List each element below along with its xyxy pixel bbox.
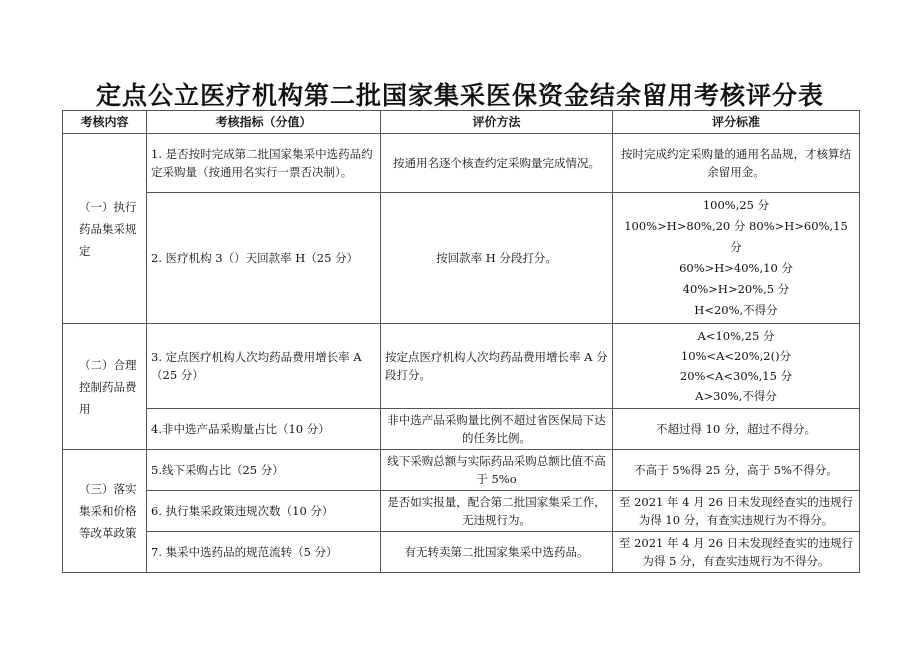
criteria-cell: 至 2021 年 4 月 26 日未发现经查实的违规行为得 5 分，有查实违规行为不得分。 <box>613 532 860 573</box>
header-indicator: 考核指标（分值） <box>147 111 381 134</box>
category-cell: （二）合理控制药品费用 <box>63 324 147 450</box>
criteria-line: 10%<A<20%,2()分 <box>680 349 792 363</box>
indicator-cell: 6. 执行集采政策违规次数（10 分） <box>147 491 381 532</box>
criteria-line: A<10%,25 分 <box>697 329 775 343</box>
category-cell: （三）落实集采和价格等改革政策 <box>63 450 147 573</box>
table-row <box>63 450 860 491</box>
header-criteria: 评分标准 <box>613 111 860 134</box>
indicator-cell: 7. 集采中选药品的规范流转（5 分） <box>147 532 381 573</box>
score-table <box>62 110 860 573</box>
criteria-cell <box>613 324 860 409</box>
table-row <box>63 193 860 324</box>
indicator-cell: 5.线下采购占比（25 分） <box>147 450 381 491</box>
category-cell: （一）执行药品集采规定 <box>63 134 147 324</box>
criteria-cell: 不超过得 10 分，超过不得分。 <box>613 409 860 450</box>
criteria-line: 100%,25 分 <box>702 198 770 212</box>
method-cell: 有无转卖第二批国家集采中选药品。 <box>381 532 613 573</box>
criteria-cell: 至 2021 年 4 月 26 日未发现经查实的违规行为得 10 分，有查实违规行为不得分。 <box>613 491 860 532</box>
table-header-row <box>63 111 860 134</box>
criteria-line: 20%<A<30%,15 分 <box>679 369 793 383</box>
criteria-cell <box>613 193 860 324</box>
table-row <box>63 324 860 409</box>
method-cell: 按定点医疗机构人次均药品费用增长率 A 分段打分。 <box>381 324 613 409</box>
indicator-cell: 2. 医疗机构 3（）天回款率 H（25 分） <box>147 193 381 324</box>
criteria-line: H<20%,不得分 <box>694 303 778 317</box>
header-method: 评价方法 <box>381 111 613 134</box>
criteria-cell: 不高于 5%得 25 分，高于 5%不得分。 <box>613 450 860 491</box>
criteria-cell: 按时完成约定采购量的通用名品规，才核算结余留用金。 <box>613 134 860 193</box>
method-cell: 线下采购总额与实际药品采购总额比值不高于 5%o <box>381 450 613 491</box>
criteria-line: A>30%,不得分 <box>695 389 777 403</box>
criteria-line: 60%>H>40%,10 分 <box>679 261 793 275</box>
indicator-cell: 4.非中选产品采购量占比（10 分） <box>147 409 381 450</box>
method-cell: 是否如实报量，配合第二批国家集采工作，无违规行为。 <box>381 491 613 532</box>
method-cell: 按通用名逐个核查约定采购量完成情况。 <box>381 134 613 193</box>
indicator-cell: 1. 是否按时完成第二批国家集采中选药品约定采购量（按通用名实行一票否决制）。 <box>147 134 381 193</box>
table-row <box>63 532 860 573</box>
method-cell: 按回款率 H 分段打分。 <box>381 193 613 324</box>
table-row <box>63 134 860 193</box>
indicator-cell: 3. 定点医疗机构人次均药品费用增长率 A（25 分） <box>147 324 381 409</box>
document-title: 定点公立医疗机构第二批国家集采医保资金结余留用考核评分表 <box>95 81 824 110</box>
criteria-line: 100%>H>80%,20 分 80%>H>60%,15 分 <box>624 219 848 254</box>
method-cell: 非中选产品采购量比例不超过省医保局下达的任务比例。 <box>381 409 613 450</box>
table-row <box>63 491 860 532</box>
table-row <box>63 409 860 450</box>
criteria-line: 40%>H>20%,5 分 <box>682 282 790 296</box>
header-assessment-content: 考核内容 <box>63 111 147 134</box>
